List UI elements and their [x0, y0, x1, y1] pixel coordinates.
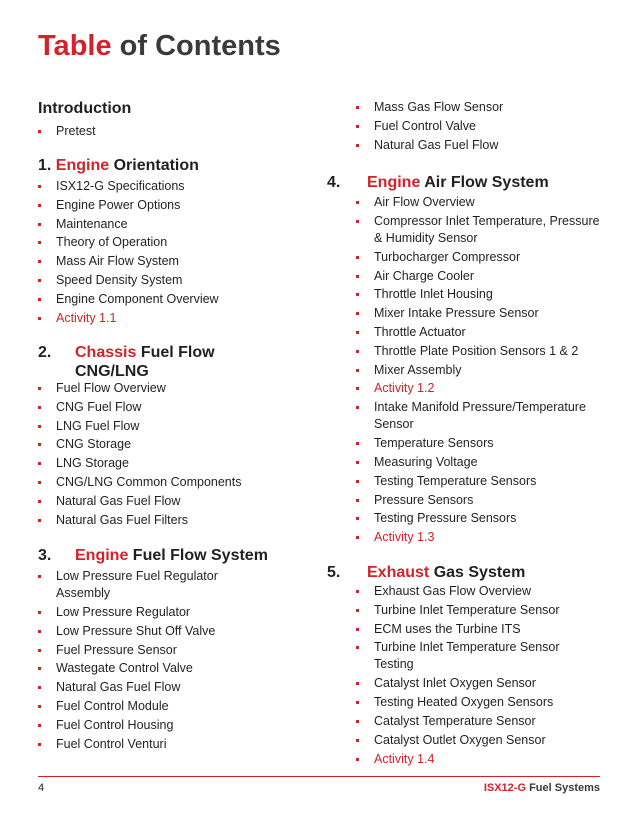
section-accent: Exhaust [367, 564, 430, 581]
section-rest: Air Flow System [420, 174, 549, 191]
list-item[interactable]: Mixer Assembly [356, 361, 604, 380]
section-accent: Chassis [75, 344, 137, 361]
introduction-list [38, 122, 96, 141]
list-item[interactable]: CNG Fuel Flow [38, 398, 241, 417]
list-item[interactable]: Wastegate Control Valve [38, 659, 238, 678]
list-item[interactable]: Compressor Inlet Temperature, Pressure & Humidity Sensor [356, 212, 604, 248]
section-subtitle: CNG/LNG [75, 363, 149, 380]
list-item[interactable]: Natural Gas Fuel Flow [38, 678, 238, 697]
section-2-heading [38, 343, 215, 381]
activity-item[interactable]: Activity 1.4 [356, 750, 586, 769]
list-item[interactable]: Catalyst Temperature Sensor [356, 712, 586, 731]
list-item[interactable]: Fuel Pressure Sensor [38, 641, 238, 660]
page-title-rest: of Contents [111, 30, 281, 62]
list-item[interactable]: Low Pressure Fuel Regulator Assembly [38, 567, 238, 603]
section-3-list [38, 567, 238, 753]
continued-list [356, 98, 503, 154]
page-title [38, 30, 281, 63]
list-item[interactable]: Engine Power Options [38, 196, 219, 215]
activity-item[interactable]: Activity 1.1 [38, 309, 219, 328]
list-item[interactable]: Testing Heated Oxygen Sensors [356, 693, 586, 712]
section-number: 5. [327, 564, 341, 581]
list-item[interactable]: Exhaust Gas Flow Overview [356, 582, 586, 601]
footer-title-accent: ISX12-G [483, 782, 527, 794]
list-item[interactable]: Natural Gas Fuel Flow [356, 136, 503, 155]
list-item[interactable]: Speed Density System [38, 271, 219, 290]
list-item[interactable]: Theory of Operation [38, 233, 219, 252]
section-accent: Engine [75, 547, 129, 564]
section-number: 2. [38, 344, 52, 361]
section-1-list [38, 177, 219, 327]
section-3-heading [38, 546, 268, 565]
list-item[interactable]: Fuel Control Module [38, 697, 238, 716]
section-rest: Gas System [429, 564, 526, 581]
list-item[interactable]: Catalyst Outlet Oxygen Sensor [356, 731, 586, 750]
section-introduction-heading: Introduction [38, 100, 132, 117]
list-item[interactable]: Pressure Sensors [356, 491, 604, 510]
list-item[interactable]: Air Charge Cooler [356, 267, 604, 286]
section-rest: Fuel Flow [136, 344, 215, 361]
footer-divider [38, 776, 600, 777]
footer-title [484, 782, 600, 794]
list-item[interactable]: Low Pressure Shut Off Valve [38, 622, 238, 641]
list-item[interactable]: Fuel Control Housing [38, 716, 238, 735]
list-item[interactable]: CNG/LNG Common Components [38, 473, 241, 492]
section-accent: Engine [367, 174, 421, 191]
section-5-list [356, 582, 586, 768]
section-2-list [38, 379, 241, 529]
section-4-list [356, 193, 604, 547]
list-item[interactable]: LNG Storage [38, 454, 241, 473]
activity-item[interactable]: Activity 1.2 [356, 379, 604, 398]
list-item[interactable]: LNG Fuel Flow [38, 417, 241, 436]
list-item[interactable]: Natural Gas Fuel Flow [38, 492, 241, 511]
list-item[interactable]: ISX12-G Specifications [38, 177, 219, 196]
list-item[interactable]: Pretest [38, 122, 96, 141]
list-item[interactable]: Measuring Voltage [356, 453, 604, 472]
list-item[interactable]: Low Pressure Regulator [38, 603, 238, 622]
page-number: 4 [38, 782, 45, 794]
list-item[interactable]: Intake Manifold Pressure/Temperature Sensor [356, 398, 604, 434]
list-item[interactable]: Throttle Actuator [356, 323, 604, 342]
section-1-heading [38, 156, 199, 175]
section-rest: Fuel Flow System [128, 547, 268, 564]
section-5-heading [327, 563, 525, 582]
list-item[interactable]: Air Flow Overview [356, 193, 604, 212]
list-item[interactable]: Mass Gas Flow Sensor [356, 98, 503, 117]
section-4-heading [327, 173, 549, 192]
footer-title-rest: Fuel Systems [526, 782, 600, 794]
list-item[interactable]: Mass Air Flow System [38, 252, 219, 271]
list-item[interactable]: Throttle Plate Position Sensors 1 & 2 [356, 342, 604, 361]
list-item[interactable]: Maintenance [38, 215, 219, 234]
list-item[interactable]: Throttle Inlet Housing [356, 285, 604, 304]
list-item[interactable]: Mixer Intake Pressure Sensor [356, 304, 604, 323]
section-number: 4. [327, 174, 341, 191]
list-item[interactable]: Turbocharger Compressor [356, 248, 604, 267]
list-item[interactable]: Engine Component Overview [38, 290, 219, 309]
list-item[interactable]: Fuel Control Venturi [38, 735, 238, 754]
activity-item[interactable]: Activity 1.3 [356, 528, 604, 547]
list-item[interactable]: Fuel Control Valve [356, 117, 503, 136]
section-number: 3. [38, 547, 52, 564]
list-item[interactable]: Natural Gas Fuel Filters [38, 511, 241, 530]
list-item[interactable]: Fuel Flow Overview [38, 379, 241, 398]
list-item[interactable]: Testing Pressure Sensors [356, 509, 604, 528]
section-rest: Orientation [109, 157, 199, 174]
page-title-accent: Table [38, 30, 112, 62]
section-accent: Engine [55, 157, 110, 174]
list-item[interactable]: Temperature Sensors [356, 434, 604, 453]
list-item[interactable]: Turbine Inlet Temperature Sensor Testing [356, 638, 586, 674]
list-item[interactable]: ECM uses the Turbine ITS [356, 620, 586, 639]
list-item[interactable]: CNG Storage [38, 435, 241, 454]
list-item[interactable]: Turbine Inlet Temperature Sensor [356, 601, 586, 620]
list-item[interactable]: Catalyst Inlet Oxygen Sensor [356, 674, 586, 693]
list-item[interactable]: Testing Temperature Sensors [356, 472, 604, 491]
section-number: 1. [38, 157, 52, 174]
